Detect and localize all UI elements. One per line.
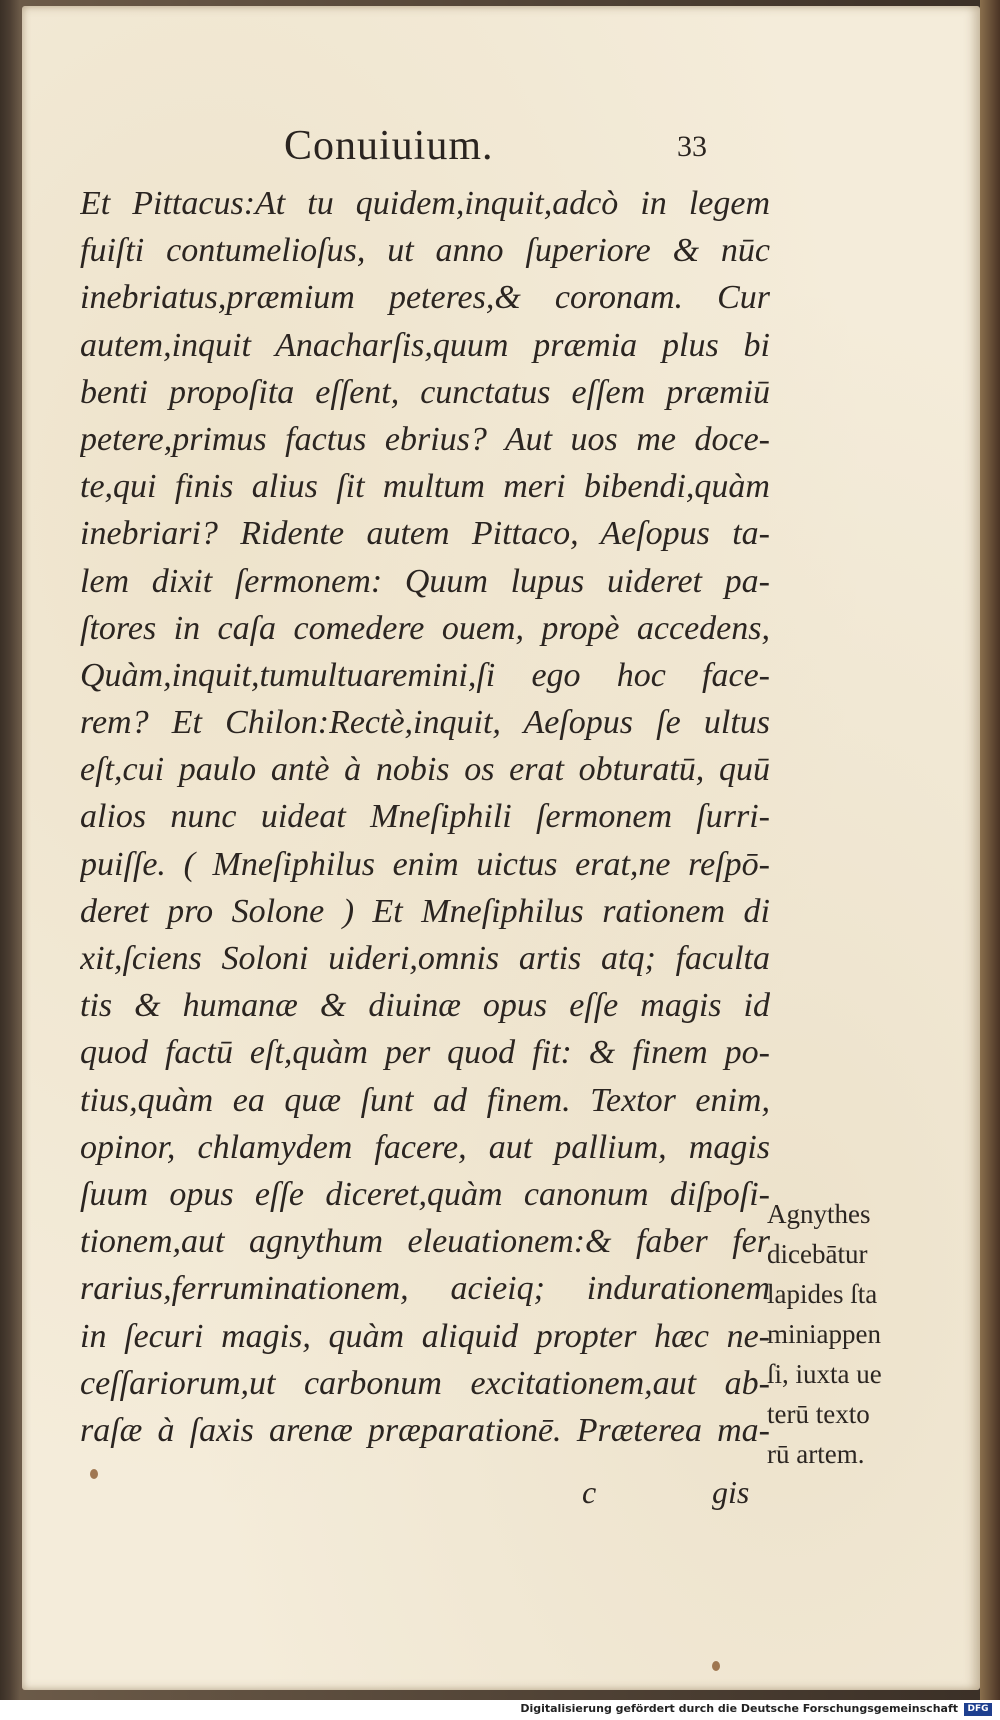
text-line: xit,ſciens Soloni uideri,omnis artis atq; faculta (80, 940, 770, 977)
text-line: rarius,ferruminationem, acieiq; indurationem (80, 1270, 770, 1308)
text-line: petere,primus factus ebrius? Aut uos me doce- (80, 420, 770, 458)
text-line: alios nunc uideat Mneſiphili ſermonem ſurri- (80, 798, 770, 836)
text-line: deret pro Solone ) Et Mneſiphilus rationem di (80, 892, 770, 930)
text-line: tis & humanæ & diuinæ opus eſſe magis id (80, 987, 770, 1025)
running-title: Conuiuium. (284, 123, 494, 169)
catchword: gis (712, 1474, 750, 1510)
ink-spot (712, 1661, 720, 1671)
text-line: Quàm,inquit,tumultuaremini,ſi ego hoc face- (80, 656, 770, 694)
page-number: 33 (677, 130, 707, 163)
margin-note-line: Agnythes (767, 1199, 871, 1229)
text-line: tius,quàm ea quæ ſunt ad finem. Textor enim, (80, 1081, 770, 1119)
dfg-logo: DFG (964, 1703, 992, 1716)
signature-mark: c (582, 1474, 597, 1510)
margin-note-line: lapides ſta (767, 1279, 878, 1309)
funding-credit: Digitalisierung gefördert durch die Deutsche Forschungsgemeinschaft (520, 1702, 958, 1715)
text-line: inebriari? Ridente autem Pittaco, Aeſopus ta- (80, 515, 770, 553)
book-page (22, 6, 980, 1690)
page-header (22, 118, 980, 178)
text-line: opinor, chlamydem facere, aut pallium, magis (80, 1128, 770, 1166)
margin-note-line: miniappen (767, 1319, 881, 1349)
margin-note-line: rū artem. (767, 1439, 865, 1469)
ink-spot (90, 1469, 98, 1479)
text-line: eſt,cui paulo antè à nobis os erat obturatū, quū (80, 751, 770, 789)
footer-bar (0, 1700, 1000, 1720)
margin-note-line: terū texto (767, 1399, 870, 1429)
text-line: puiſſe. ( Mneſiphilus enim uictus erat,ne reſpō- (80, 845, 770, 883)
main-text-block (80, 180, 770, 1454)
text-line: ſtores in caſa comedere ouem, propè accedens, (80, 609, 770, 647)
text-line: quod factū eſt,quàm per quod fit: & finem po- (80, 1034, 770, 1072)
text-line: tionem,aut agnythum eleuationem:& faber fer (80, 1223, 770, 1261)
text-line: ſuum opus eſſe diceret,quàm canonum diſpoſi- (80, 1175, 770, 1213)
text-line: benti propoſita eſſent, cunctatus eſſem præmiū (80, 373, 770, 411)
catchline (582, 1474, 772, 1514)
book-edge (980, 0, 1000, 1720)
text-line: lem dixit ſermonem: Quum lupus uideret pa- (80, 562, 770, 600)
text-line: inebriatus,præmium peteres,& coronam. Cur (80, 279, 770, 317)
text-line: raſæ à ſaxis arenæ præparationē. Præterea ma- (80, 1411, 770, 1449)
text-line: rem? Et Chilon:Rectè,inquit, Aeſopus ſe ultus (80, 704, 770, 742)
margin-note-line: dicebātur (767, 1239, 868, 1269)
text-line: fuiſti contumelioſus, ut anno ſuperiore & nūc (80, 232, 770, 270)
text-line: Et Pittacus:At tu quidem,inquit,adcò in legem (80, 185, 770, 222)
text-line: te,qui finis alius ſit multum meri bibendi,quàm (80, 468, 770, 506)
text-line: ceſſariorum,ut carbonum excitationem,aut ab- (80, 1364, 770, 1402)
text-line: autem,inquit Anacharſis,quum præmia plus bi (80, 326, 770, 364)
text-line: in ſecuri magis, quàm aliquid propter hæc ne- (80, 1317, 770, 1355)
marginal-note (767, 1194, 937, 1474)
margin-note-line: ſi, iuxta ue (767, 1359, 882, 1389)
